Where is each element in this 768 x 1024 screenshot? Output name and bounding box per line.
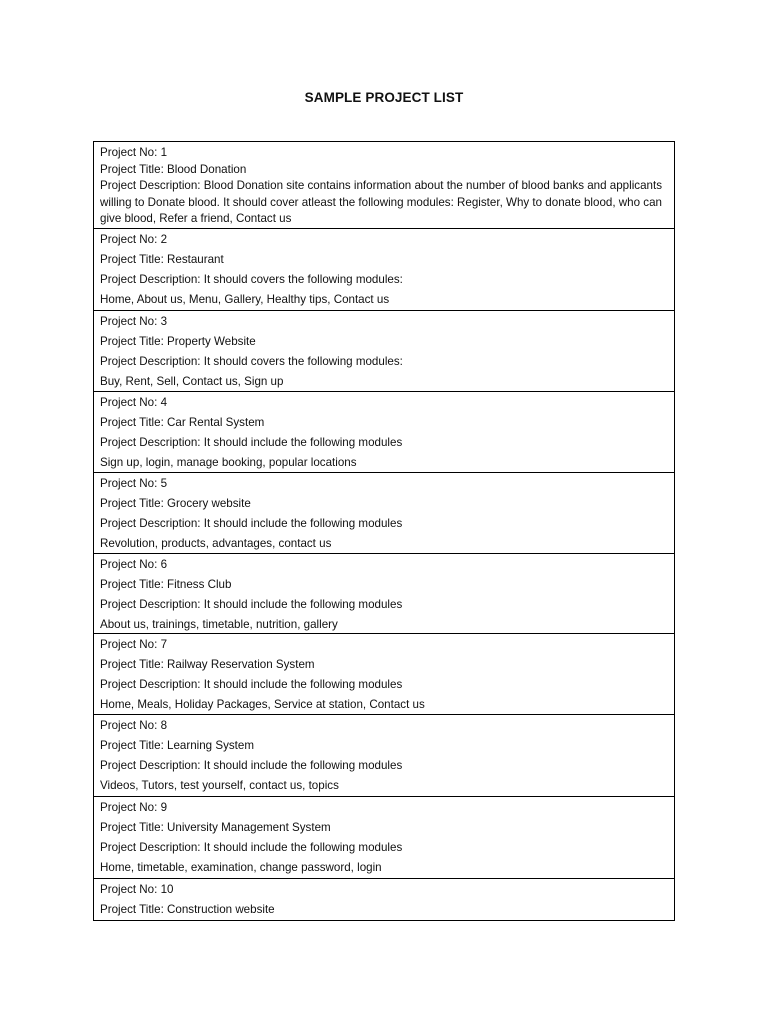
project-title: Project Title: Learning System <box>100 739 255 752</box>
project-cell-2 <box>94 229 674 311</box>
project-number: Project No: 3 <box>100 315 168 328</box>
project-title: Project Title: Property Website <box>100 335 256 348</box>
project-modules: Revolution, products, advantages, contact us <box>100 537 332 550</box>
project-cell-10 <box>94 879 674 920</box>
page-title: SAMPLE PROJECT LIST <box>304 90 464 105</box>
project-modules: About us, trainings, timetable, nutrition, gallery <box>100 618 338 631</box>
project-table <box>93 141 675 921</box>
project-number: Project No: 5 <box>100 477 168 490</box>
project-number: Project No: 4 <box>100 396 168 409</box>
project-cell-6 <box>94 554 674 634</box>
project-description: Project Description: It should covers the following modules: <box>100 273 403 286</box>
project-modules: Home, About us, Menu, Gallery, Healthy tips, Contact us <box>100 293 390 306</box>
project-number: Project No: 1 <box>100 146 168 159</box>
project-description: Project Description: It should include the following modules <box>100 598 403 611</box>
project-cell-1 <box>94 142 674 229</box>
project-title: Project Title: Construction website <box>100 903 275 916</box>
project-cell-7 <box>94 634 674 715</box>
project-number: Project No: 10 <box>100 883 174 896</box>
project-modules: Buy, Rent, Sell, Contact us, Sign up <box>100 375 284 388</box>
project-title: Project Title: Fitness Club <box>100 578 232 591</box>
project-description: Project Description: It should include the following modules <box>100 841 403 854</box>
project-cell-4 <box>94 392 674 473</box>
project-cell-3 <box>94 311 674 392</box>
project-description: Project Description: It should covers the following modules: <box>100 355 403 368</box>
project-title: Project Title: Car Rental System <box>100 416 265 429</box>
project-title: Project Title: Restaurant <box>100 253 224 266</box>
project-modules: Videos, Tutors, test yourself, contact us, topics <box>100 779 339 792</box>
project-description: Project Description: It should include the following modules <box>100 436 403 449</box>
project-number: Project No: 7 <box>100 638 168 651</box>
project-cell-9 <box>94 797 674 879</box>
project-number: Project No: 6 <box>100 558 168 571</box>
project-cell-8 <box>94 715 674 797</box>
project-number: Project No: 8 <box>100 719 168 732</box>
project-cell-5 <box>94 473 674 554</box>
project-title: Project Title: Railway Reservation System <box>100 658 315 671</box>
project-description: Project Description: It should include the following modules <box>100 678 403 691</box>
project-modules: Sign up, login, manage booking, popular locations <box>100 456 357 469</box>
project-title: Project Title: Blood Donation <box>100 162 247 176</box>
project-number: Project No: 2 <box>100 233 168 246</box>
project-description: Project Description: Blood Donation site contains information about the number of blood banks and applicants willing to Donate blood. It should cover atleast the following modules: Register, Why to donate blood, who can give blood, Refer a friend, Contact us <box>100 179 662 226</box>
project-modules: Home, Meals, Holiday Packages, Service at station, Contact us <box>100 698 425 711</box>
project-description: Project Description: It should include the following modules <box>100 517 403 530</box>
project-modules: Home, timetable, examination, change password, login <box>100 861 382 874</box>
project-title: Project Title: University Management System <box>100 821 331 834</box>
project-number: Project No: 9 <box>100 801 168 814</box>
project-description: Project Description: It should include the following modules <box>100 759 403 772</box>
project-title: Project Title: Grocery website <box>100 497 251 510</box>
